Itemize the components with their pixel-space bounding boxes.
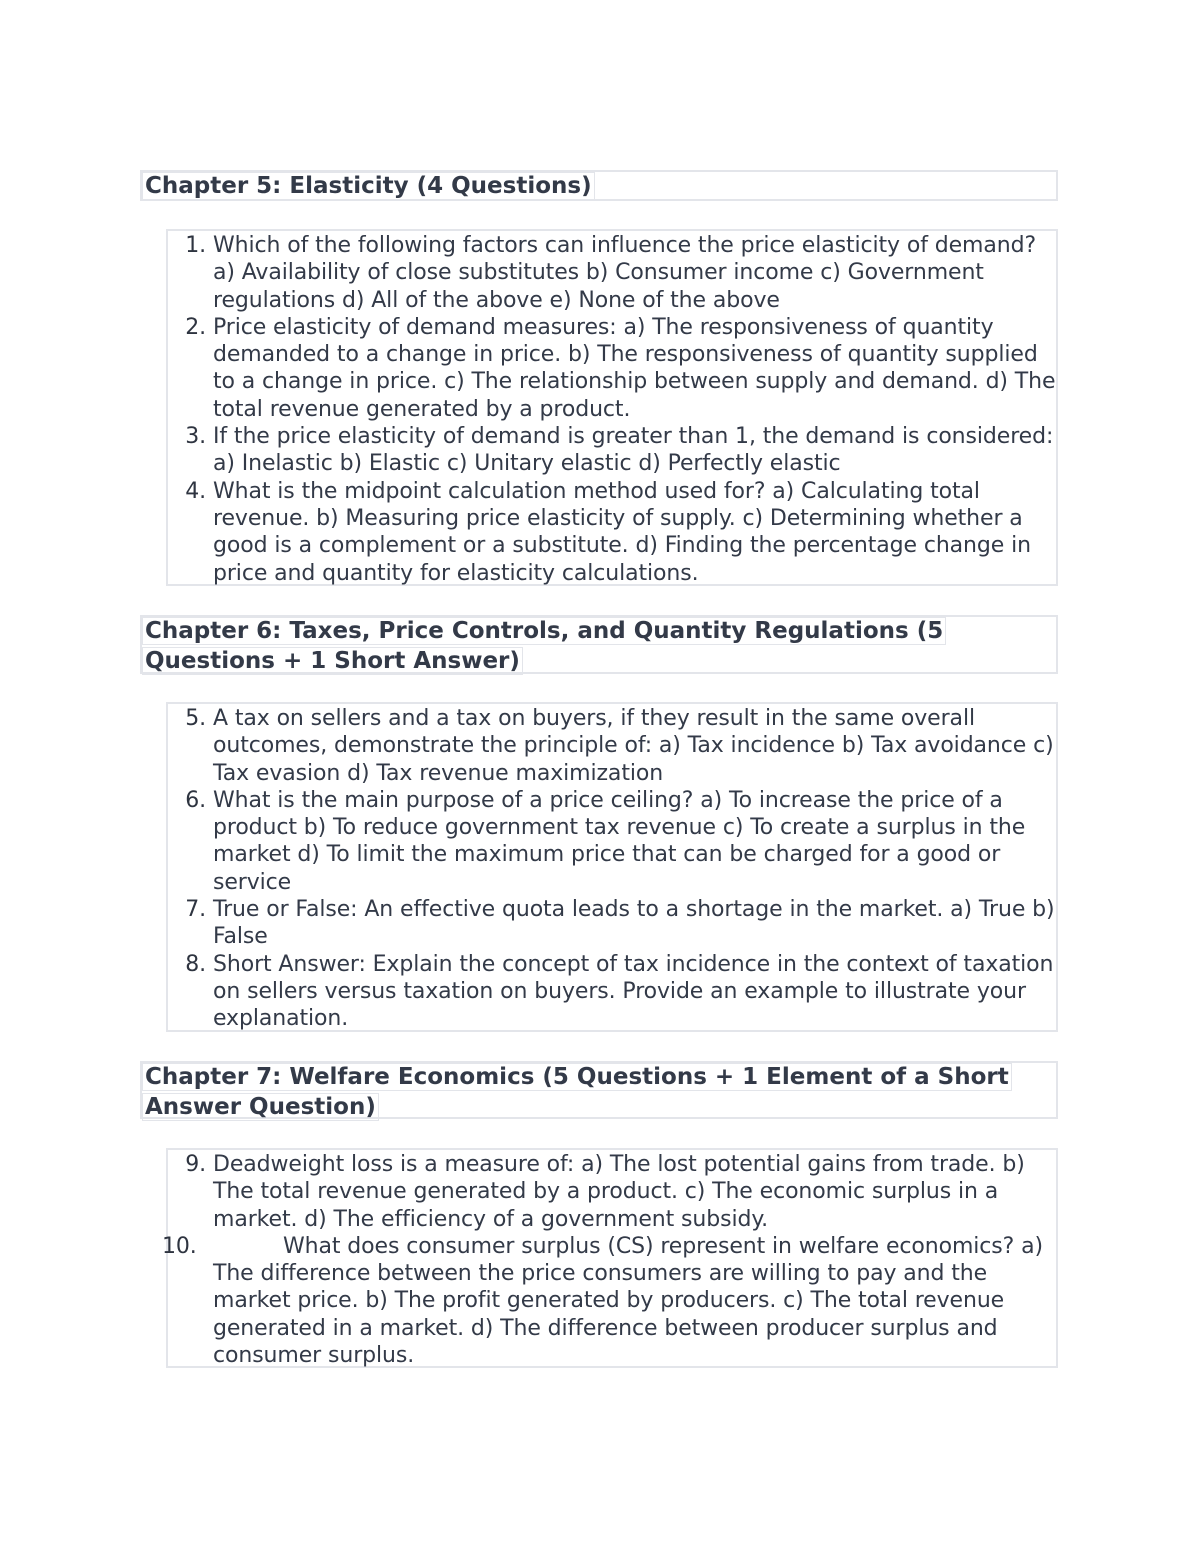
chapter-6-heading: Chapter 6: Taxes, Price Controls, and Quantity Regulations (5 Questions + 1 Short Answer) xyxy=(142,617,946,675)
question-7 xyxy=(168,896,1056,951)
question-5 xyxy=(168,705,1056,787)
question-number: 10. xyxy=(162,1233,197,1259)
chapter-7-heading-box xyxy=(140,1061,1058,1119)
question-text: A tax on sellers and a tax on buyers, if they result in the same overall outcomes, demonstrate the principle of: a) Tax incidence b) Tax avoidance c) Tax evasion d) Tax revenue maximization xyxy=(213,706,1054,786)
question-text: Short Answer: Explain the concept of tax incidence in the context of taxation on sellers versus taxation on buyers. Provide an example to illustrate your explanation. xyxy=(213,951,1054,1032)
question-text: True or False: An effective quota leads to a shortage in the market. a) True b) False xyxy=(213,897,1055,950)
question-text: What is the main purpose of a price ceiling? a) To increase the price of a product b) To reduce government tax revenue c) To create a surplus in the market d) To limit the maximum price that can be charged for a good or service xyxy=(213,787,1026,895)
question-number: 7. xyxy=(185,897,206,923)
question-number: 9. xyxy=(185,1152,206,1177)
question-text: Price elasticity of demand measures: a) The responsiveness of quantity demanded to a change in price. b) The responsiveness of quantity supplied to a change in price. c) The relationship between supply and demand. d) The total revenue generated by a product. xyxy=(213,314,1056,422)
question-number: 1. xyxy=(185,233,206,258)
question-10 xyxy=(162,1233,1056,1369)
question-text: Which of the following factors can influence the price elasticity of demand? a) Availability of close substitutes b) Consumer income c) Government regulations d) All of the above e) None of the above xyxy=(213,233,1037,313)
chapter-7-heading: Chapter 7: Welfare Economics (5 Questions + 1 Element of a Short Answer Question) xyxy=(142,1063,1012,1121)
chapter-6-question-list xyxy=(166,702,1058,1032)
question-text: What does consumer surplus (CS) represent in welfare economics? a) The difference between the price consumers are willing to pay and the market price. b) The profit generated by producers. c) The total revenue generated in a market. d) The difference between producer surplus and consumer surplus. xyxy=(213,1233,1043,1369)
question-text: Deadweight loss is a measure of: a) The lost potential gains from trade. b) The total revenue generated by a product. c) The economic surplus in a market. d) The efficiency of a government subsidy. xyxy=(213,1152,1025,1232)
chapter-5-question-list xyxy=(166,229,1058,586)
question-number: 8. xyxy=(185,951,206,977)
question-4 xyxy=(168,478,1056,587)
question-number: 3. xyxy=(185,424,206,450)
chapter-7-question-list xyxy=(162,1148,1058,1369)
question-text: What is the midpoint calculation method used for? a) Calculating total revenue. b) Measuring price elasticity of supply. c) Determining whether a good is a complement or a substitute. d) Finding the percentage change in price and quantity for elasticity calculations. xyxy=(213,478,1031,586)
question-number: 5. xyxy=(185,706,206,731)
question-text: If the price elasticity of demand is greater than 1, the demand is considered: a) Inelastic b) Elastic c) Unitary elastic d) Perfectly elastic xyxy=(213,424,1054,477)
chapter-5-heading: Chapter 5: Elasticity (4 Questions) xyxy=(142,172,595,200)
question-3 xyxy=(168,423,1056,478)
question-number: 4. xyxy=(185,478,206,504)
chapter-5-heading-box xyxy=(140,170,1058,201)
question-9 xyxy=(168,1151,1056,1233)
question-2 xyxy=(168,314,1056,423)
question-6 xyxy=(168,787,1056,896)
question-number: 2. xyxy=(185,314,206,340)
question-number: 6. xyxy=(185,787,206,813)
question-8 xyxy=(168,951,1056,1033)
question-1 xyxy=(168,232,1056,314)
chapter-6-heading-box xyxy=(140,615,1058,674)
